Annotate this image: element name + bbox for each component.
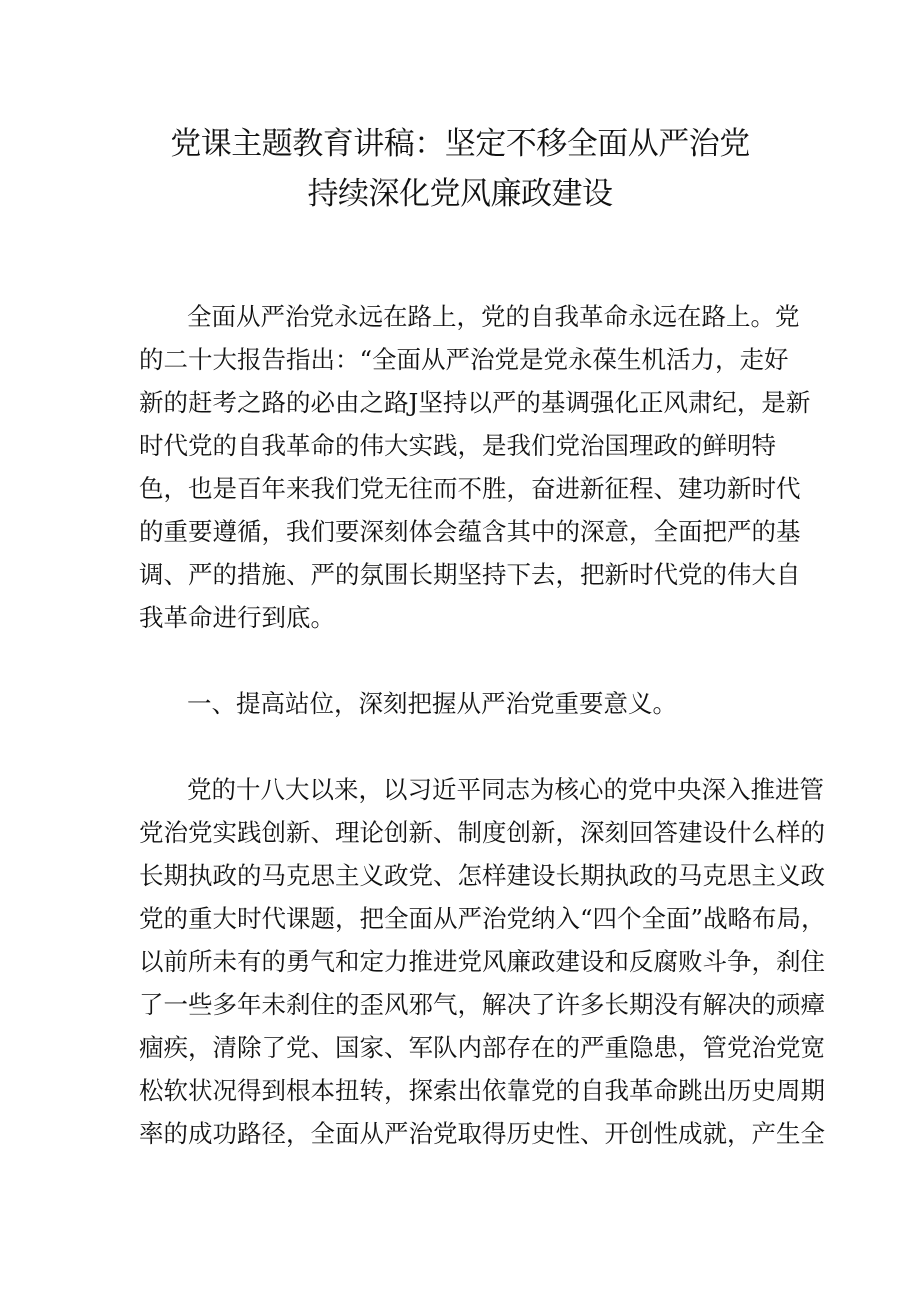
- document-title-line-2: 持续深化党风廉政建设: [307, 176, 613, 212]
- paragraph-2-line: 党的十八大以来，以习近平同志为核心的党中央深入推进管: [187, 775, 824, 804]
- paragraph-2-line: 党治党实践创新、理论创新、制度创新，深刻回答建设什么样的: [139, 818, 825, 847]
- paragraph-1-line: 全面从严治党永远在路上，党的自我革命永远在路上。党: [187, 302, 800, 331]
- section-heading-1: 一、提高站位，深刻把握从严治党重要意义。: [187, 689, 677, 718]
- paragraph-2-line: 松软状况得到根本扭转，探索出依靠党的自我革命跳出历史周期: [139, 1076, 825, 1105]
- paragraph-1-line: 新的赶考之路的必由之路J坚持以严的基调强化正风肃纪，是新: [139, 388, 811, 417]
- paragraph-2-line: 了一些多年未刹住的歪风邪气，解决了许多长期没有解决的顽瘴: [139, 990, 825, 1019]
- document-title-line-1: 党课主题教育讲稿：坚定不移全面从严治党: [170, 126, 750, 162]
- paragraph-1-line: 的二十大报告指出：“全面从严治党是党永葆生机活力，走好: [139, 345, 789, 374]
- paragraph-2-line: 长期执政的马克思主义政党、怎样建设长期执政的马克思主义政: [139, 861, 825, 890]
- paragraph-2-line: 党的重大时代课题，把全面从严治党纳入“四个全面”战略布局，: [139, 904, 826, 933]
- paragraph-1-line: 我革命进行到底。: [139, 603, 335, 632]
- paragraph-2-line: 率的成功路径，全面从严治党取得历史性、开创性成就，产生全: [139, 1119, 825, 1148]
- paragraph-1-line: 色，也是百年来我们党无往而不胜，奋进新征程、建功新时代: [139, 474, 801, 503]
- paragraph-1-line: 调、严的措施、严的氛围长期坚持下去，把新时代党的伟大自: [139, 560, 801, 589]
- paragraph-1-line: 的重要遵循，我们要深刻体会蕴含其中的深意，全面把严的基: [139, 517, 801, 546]
- paragraph-2-line: 以前所未有的勇气和定力推进党风廉政建设和反腐败斗争，刹住: [139, 947, 825, 976]
- paragraph-2-line: 痼疾，清除了党、国家、军队内部存在的严重隐患，管党治党宽: [139, 1033, 825, 1062]
- paragraph-1-line: 时代党的自我革命的伟大实践，是我们党治国理政的鲜明特: [139, 431, 776, 460]
